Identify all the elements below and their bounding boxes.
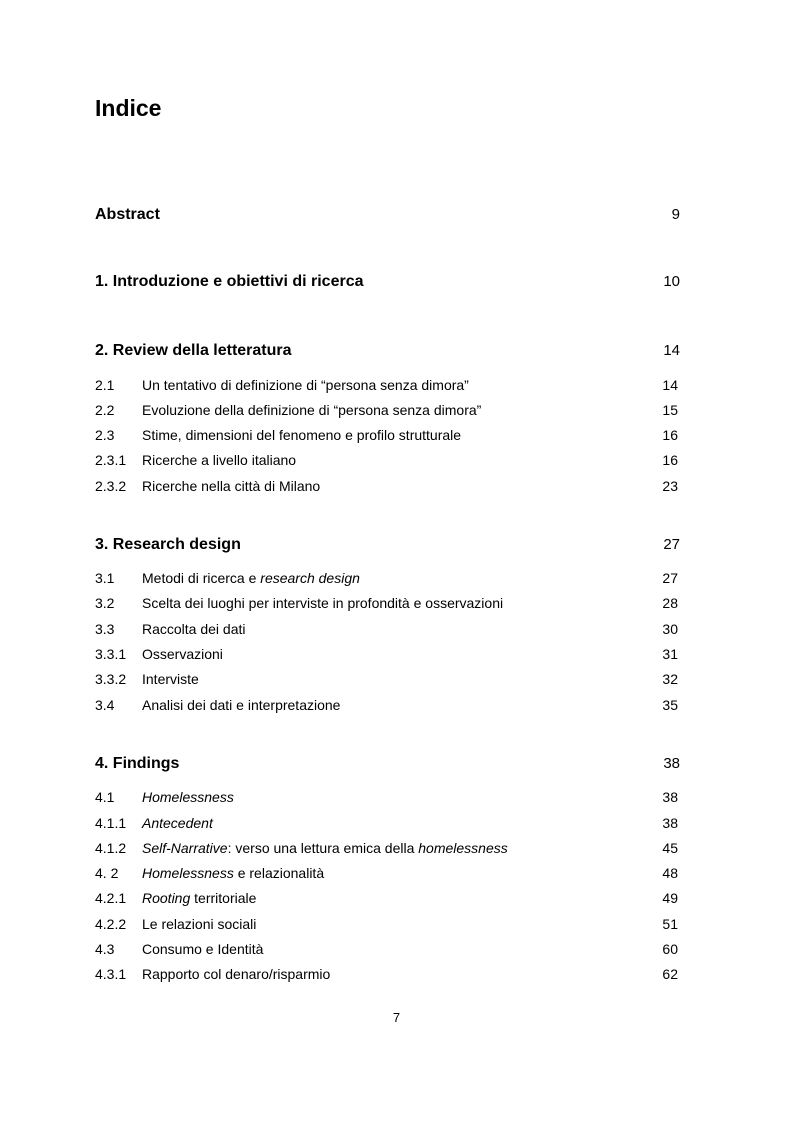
toc-entry-title	[95, 754, 179, 774]
toc-entry-title	[142, 669, 199, 689]
toc-entry-title-text: territoriale	[190, 890, 257, 906]
toc-entry-title-text: Le relazioni sociali	[142, 916, 257, 932]
toc-entry-page: 14	[662, 377, 678, 393]
toc-chapter-entry	[95, 341, 680, 361]
toc-entry-page: 38	[663, 755, 680, 772]
toc-entry-title-text: : verso una lettura emica della	[227, 840, 419, 856]
toc-entry-number: 3.1	[95, 570, 115, 586]
toc-entry-title	[142, 476, 320, 496]
toc-entry-title	[142, 695, 340, 715]
toc-entry-number: 3.3.2	[95, 671, 127, 687]
toc-entry-number: 4.3.1	[95, 966, 127, 982]
toc-section-entry	[95, 787, 680, 807]
toc-entry-page: 27	[663, 536, 680, 553]
toc-entry-title-text: Abstract	[95, 206, 160, 223]
toc-entry-title-text: Raccolta dei dati	[142, 621, 246, 637]
toc-entry-title	[142, 644, 223, 664]
toc-entry-title-text: Stime, dimensioni del fenomeno e profilo strutturale	[142, 427, 462, 443]
toc-entry-page: 31	[662, 646, 678, 662]
toc-entry-title	[142, 939, 263, 959]
toc-entry-number: 4.1.2	[95, 840, 127, 856]
toc-entry-title-italic: Self-Narrative	[142, 840, 228, 856]
toc-entry-title	[142, 813, 213, 833]
toc-entry-title-text: Metodi di ricerca e	[142, 570, 261, 586]
toc-entry-number: 2.1	[95, 377, 115, 393]
toc-entry-title	[142, 964, 330, 984]
toc-section-entry	[95, 695, 680, 715]
toc-entry-title	[142, 450, 296, 470]
toc-section-entry	[95, 838, 680, 858]
toc-entry-title-text: Ricerche a livello italiano	[142, 452, 297, 468]
toc-entry-title-text: 1. Introduzione e obiettivi di ricerca	[95, 273, 364, 290]
toc-entry-page: 16	[662, 452, 678, 468]
toc-entry-page: 49	[662, 890, 678, 906]
toc-entry-title	[95, 341, 292, 361]
toc-entry-page: 51	[662, 916, 678, 932]
toc-section-entry	[95, 914, 680, 934]
toc-entry-title-text: Evoluzione della definizione di “persona senza dimora”	[142, 402, 482, 418]
toc-entry-number: 4.2.1	[95, 890, 127, 906]
toc-section-entry	[95, 476, 680, 496]
toc-entry-number: 4. 2	[95, 865, 119, 881]
toc-chapter-entry	[95, 754, 680, 774]
toc-entry-title-italic: Homelessness	[142, 865, 234, 881]
toc-chapter-entry	[95, 535, 680, 555]
toc-entry-title-text: Consumo e Identità	[142, 941, 264, 957]
toc-entry-page: 32	[662, 671, 678, 687]
toc-section-entry	[95, 375, 680, 395]
toc-entry-page: 10	[663, 273, 680, 290]
page-number: 7	[392, 1010, 401, 1025]
toc-entry-title-italic: Antecedent	[142, 815, 213, 831]
toc-section-entry	[95, 863, 680, 883]
toc-entry-page: 62	[662, 966, 678, 982]
toc-entry-title	[142, 863, 324, 883]
toc-entry-page: 9	[671, 206, 680, 223]
toc-section-entry	[95, 644, 680, 664]
toc-entry-title-text: Interviste	[142, 671, 199, 687]
toc-entry-title-italic: Rooting	[142, 890, 191, 906]
toc-entry-number: 4.1.1	[95, 815, 127, 831]
toc-entry-page: 14	[663, 342, 680, 359]
toc-entry-page: 60	[662, 941, 678, 957]
toc-entry-title	[142, 787, 234, 807]
toc-entry-page: 38	[662, 789, 678, 805]
toc-entry-title-text: Rapporto col denaro/risparmio	[142, 966, 331, 982]
toc-entry-page: 48	[662, 865, 678, 881]
toc-entry-page: 38	[662, 815, 678, 831]
toc-entry-title	[142, 425, 461, 445]
toc-entry-page: 35	[662, 697, 678, 713]
page-title: Indice	[95, 95, 162, 121]
toc-section-entry	[95, 813, 680, 833]
toc-entry-title	[142, 568, 360, 588]
toc-section-entry	[95, 568, 680, 588]
toc-section-entry	[95, 964, 680, 984]
toc-entry-title	[95, 535, 241, 555]
toc-entry-number: 3.3.1	[95, 646, 127, 662]
toc-entry-title	[142, 400, 481, 420]
toc-entry-number: 2.3.1	[95, 452, 127, 468]
toc-section-entry	[95, 619, 680, 639]
toc-section-entry	[95, 888, 680, 908]
toc-entry-title-text: e relazionalità	[233, 865, 325, 881]
toc-entry-title-text: 4. Findings	[95, 755, 180, 772]
toc-entry-title	[95, 205, 160, 225]
toc-entry-title	[142, 375, 469, 395]
toc-section-entry	[95, 425, 680, 445]
toc-entry-title-italic: Homelessness	[142, 789, 234, 805]
toc-entry-number: 2.3.2	[95, 478, 127, 494]
toc-entry-title	[142, 914, 256, 934]
toc-entry-title-text: 2. Review della letteratura	[95, 342, 292, 359]
toc-section-entry	[95, 400, 680, 420]
toc-entry-title-text: Ricerche nella città di Milano	[142, 478, 321, 494]
toc-entry-title	[95, 272, 364, 292]
toc-entry-page: 30	[662, 621, 678, 637]
toc-entry-page: 45	[662, 840, 678, 856]
toc-entry-title-text: Osservazioni	[142, 646, 223, 662]
toc-section-entry	[95, 669, 680, 689]
toc-entry-title-text: 3. Research design	[95, 536, 241, 553]
toc-entry-title-italic: research design	[260, 570, 360, 586]
toc-entry-number: 3.4	[95, 697, 115, 713]
toc-entry-page: 28	[662, 595, 678, 611]
toc-entry-number: 2.3	[95, 427, 115, 443]
toc-entry-page: 27	[662, 570, 678, 586]
toc-chapter-entry	[95, 205, 680, 225]
toc-entry-title	[142, 619, 246, 639]
toc-section-entry	[95, 939, 680, 959]
toc-entry-title	[142, 838, 508, 858]
toc-entry-number: 3.3	[95, 621, 115, 637]
toc-entry-page: 23	[662, 478, 678, 494]
toc-section-entry	[95, 593, 680, 613]
toc-entry-number: 3.2	[95, 595, 115, 611]
toc-entry-title-text: Un tentativo di definizione di “persona senza dimora”	[142, 377, 469, 393]
toc-entry-number: 4.2.2	[95, 916, 127, 932]
toc-entry-title-text: Analisi dei dati e interpretazione	[142, 697, 341, 713]
toc-chapter-entry	[95, 272, 680, 292]
toc-entry-number: 2.2	[95, 402, 115, 418]
toc-entry-title	[142, 593, 503, 613]
toc-entry-title	[142, 888, 256, 908]
toc-entry-title-italic: homelessness	[418, 840, 508, 856]
toc-entry-page: 16	[662, 427, 678, 443]
toc-entry-number: 4.1	[95, 789, 115, 805]
toc-section-entry	[95, 450, 680, 470]
toc-entry-page: 15	[662, 402, 678, 418]
toc-entry-title-text: Scelta dei luoghi per interviste in profondità e osservazioni	[142, 595, 504, 611]
toc-entry-number: 4.3	[95, 941, 115, 957]
